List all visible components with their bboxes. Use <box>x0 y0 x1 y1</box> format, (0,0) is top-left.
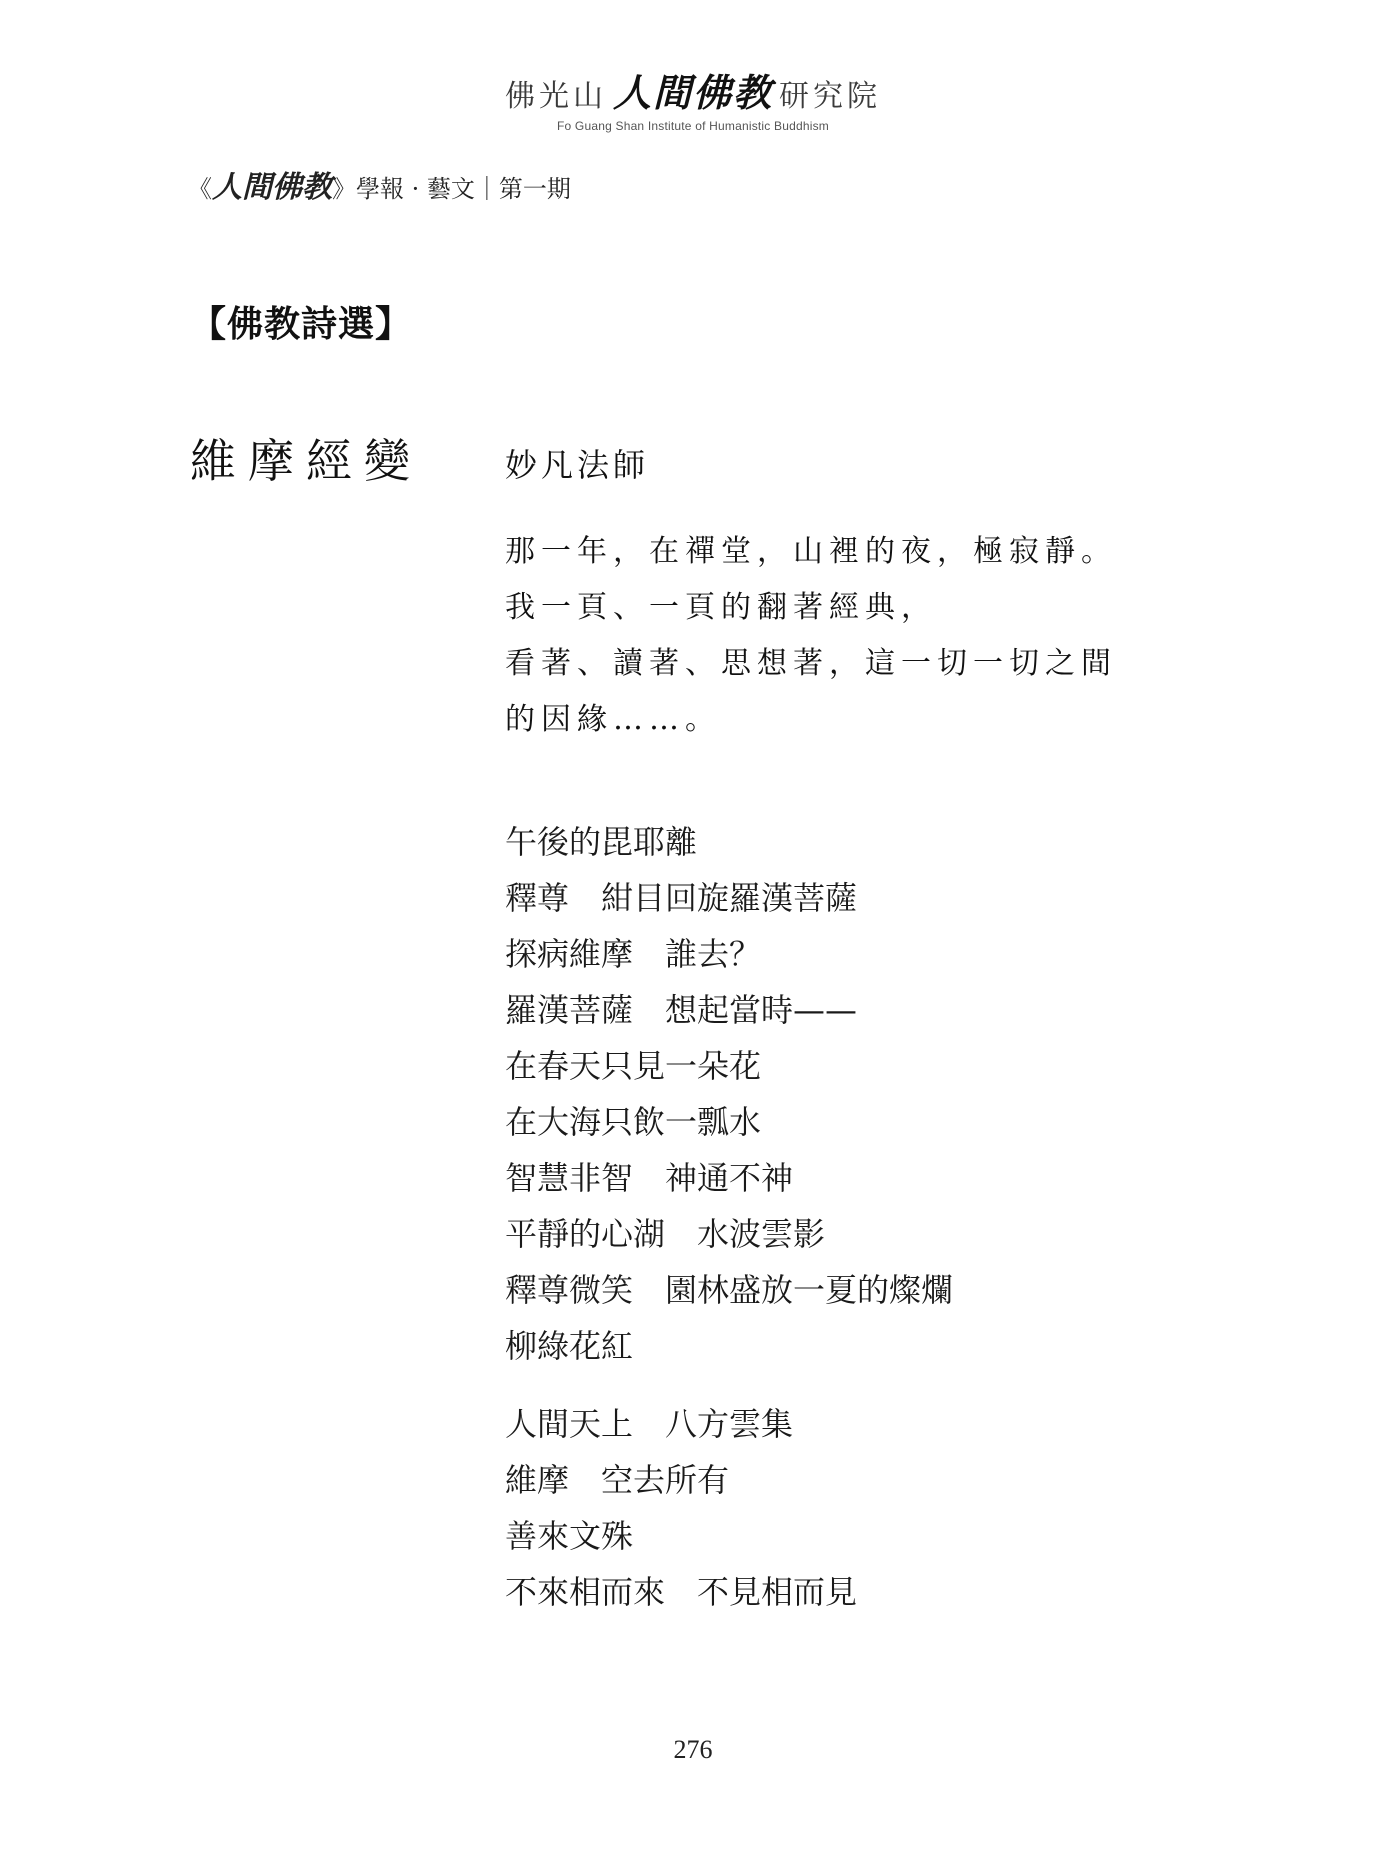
running-head-brand: 人間佛教 <box>212 170 332 205</box>
verse-line: 柳綠花紅 <box>505 1327 634 1365</box>
logo-suffix: 研究院 <box>779 79 881 114</box>
verse-line: 釋尊 紺目回旋羅漢菩薩 <box>505 879 858 917</box>
verse-line: 羅漢菩薩 想起當時—— <box>505 991 858 1029</box>
poem-stanza-2 <box>505 1396 857 1620</box>
publisher-logo-chinese <box>505 62 881 117</box>
verse-line: 善來文殊 <box>505 1517 634 1555</box>
publisher-logo-english: Fo Guang Shan Institute of Humanistic Buddhism <box>556 119 829 133</box>
verse-line: 人間天上 八方雲集 <box>505 1405 794 1443</box>
verse-line: 釋尊微笑 園林盛放一夏的燦爛 <box>505 1271 954 1309</box>
verse-line: 維摩 空去所有 <box>505 1461 730 1499</box>
verse-line: 探病維摩 誰去？ <box>505 935 762 973</box>
logo-brand: 人間佛教 <box>612 70 773 115</box>
page-number: 276 <box>673 1735 713 1764</box>
verse-line: 在春天只見一朵花 <box>505 1047 762 1085</box>
running-head-open-bracket: 《 <box>188 175 212 203</box>
running-head-close-bracket: 》 <box>332 175 356 203</box>
running-head-journal: 學報 · 藝文｜第一期 <box>356 175 571 203</box>
verse-line: 智慧非智 神通不神 <box>505 1159 794 1197</box>
running-head <box>188 162 571 206</box>
poem-prose-intro <box>505 524 1117 748</box>
prose-line: 那一年，在禪堂，山裡的夜，極寂靜。 <box>505 534 1117 569</box>
poem-title: 維摩經變 <box>190 434 422 488</box>
poem-author: 妙凡法師 <box>505 446 650 484</box>
poem-stanza-1 <box>505 814 953 1374</box>
verse-line: 不來相而來 不見相而見 <box>505 1573 858 1611</box>
verse-line: 平靜的心湖 水波雲影 <box>505 1215 826 1253</box>
logo-prefix: 佛光山 <box>504 79 607 114</box>
prose-line: 看著、讀著、思想著，這一切一切之間 <box>505 646 1117 681</box>
verse-line: 午後的毘耶離 <box>505 823 698 861</box>
publisher-logo <box>0 62 1386 133</box>
prose-line: 我一頁、一頁的翻著經典， <box>505 590 937 625</box>
section-title: 【佛教詩選】 <box>190 303 413 345</box>
verse-line: 在大海只飲一瓢水 <box>505 1103 762 1141</box>
prose-line: 的因緣……。 <box>505 702 721 737</box>
